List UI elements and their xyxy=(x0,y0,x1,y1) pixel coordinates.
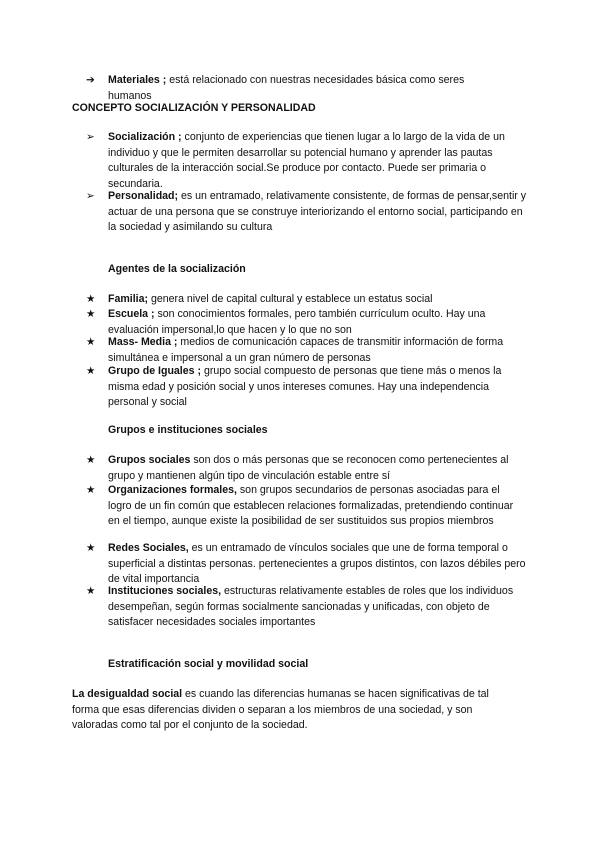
star-bullet-icon: ★ xyxy=(86,454,96,466)
list-item-text xyxy=(108,541,538,588)
list-item-text xyxy=(108,364,526,411)
list-item-mass-media xyxy=(86,335,536,366)
star-bullet-icon: ★ xyxy=(86,585,96,597)
inequality-paragraph xyxy=(72,687,518,734)
definition: son grupos secundarios de personas asociadas para el logro de un fin común que establecen relaciones formalizadas, pretendiendo continuar en el tiempo, aunque existe la posibilidad de ser sustituidos sus propios miembros xyxy=(108,484,514,527)
term: Familia; xyxy=(108,293,149,305)
list-item-text xyxy=(108,335,536,366)
agents-title: Agentes de la socialización xyxy=(108,263,246,275)
section-title: CONCEPTO SOCIALIZACIÓN Y PERSONALIDAD xyxy=(72,102,316,114)
definition: está relacionado con nuestras necesidades básica como seres humanos xyxy=(108,74,465,102)
term: Redes Sociales, xyxy=(108,542,189,554)
term: Mass- Media ; xyxy=(108,336,178,348)
term: Personalidad; xyxy=(108,190,179,202)
list-item-personalidad xyxy=(86,189,528,236)
list-item-text xyxy=(108,584,522,631)
star-bullet-icon: ★ xyxy=(86,293,96,305)
list-item-text xyxy=(108,130,538,192)
definition: estructuras relativamente estables de roles que los individuos desempeñan, según formas socialmente sancionadas y unificadas, con objeto de satisfacer necesidades sociales importantes xyxy=(108,585,514,628)
star-bullet-icon: ★ xyxy=(86,308,96,320)
list-item-text xyxy=(108,483,526,530)
list-item-escuela xyxy=(86,307,522,338)
term: Grupos sociales xyxy=(108,454,191,466)
term: Escuela ; xyxy=(108,308,155,320)
star-bullet-icon: ★ xyxy=(86,336,96,348)
triangle-bullet-icon: ➢ xyxy=(86,131,95,143)
list-item-redes-sociales xyxy=(86,541,538,588)
list-item-familia xyxy=(86,292,526,308)
definition: conjunto de experiencias que tienen lugar a lo largo de la vida de un individuo y que le permiten desarrollar su potencial humano y aprender las pautas culturales de la interacción social.Se produce por contacto. Puede ser primaria o secundaria. xyxy=(108,131,505,190)
definition: son conocimientos formales, pero también currículum oculto. Hay una evaluación impersonal,lo que hacen y lo que no son xyxy=(108,308,486,336)
definition: medios de comunicación capaces de transmitir información de forma simultánea e impersonal a un gran número de personas xyxy=(108,336,504,364)
definition: genera nivel de capital cultural y establece un estatus social xyxy=(148,293,433,305)
definition: es cuando las diferencias humanas se hacen significativas de tal forma que esas diferencias dividen o separan a los miembros de una sociedad, y son valoradas como tal por el conjunto de la sociedad. xyxy=(72,688,489,731)
definition: es un entramado, relativamente consistente, de formas de pensar,sentir y actuar de una persona que se construye interiorizando el entorno social, participando en la sociedad y asimilando su cultura xyxy=(108,190,527,233)
term: Instituciones sociales, xyxy=(108,585,222,597)
term: Organizaciones formales, xyxy=(108,484,237,496)
list-item-grupo-iguales xyxy=(86,364,526,411)
definition: grupo social compuesto de personas que tiene más o menos la misma edad y posición social y unos intereses comunes. Hay una independencia personal y social xyxy=(108,365,502,408)
stratification-title: Estratificación social y movilidad social xyxy=(108,658,309,670)
list-item-organizaciones xyxy=(86,483,526,530)
groups-title: Grupos e instituciones sociales xyxy=(108,424,268,436)
definition: son dos o más personas que se reconocen como pertenecientes al grupo y mantienen algún tipo de vinculación estable entre sí xyxy=(108,454,509,482)
list-item-text xyxy=(108,292,526,308)
list-item-socializacion xyxy=(86,130,538,192)
list-item-text xyxy=(108,73,506,104)
list-item-text xyxy=(108,453,526,484)
term: Materiales ; xyxy=(108,74,167,86)
list-item-instituciones xyxy=(86,584,522,631)
triangle-bullet-icon: ➢ xyxy=(86,190,95,202)
list-item-grupos-sociales xyxy=(86,453,526,484)
list-item-materiales xyxy=(86,73,506,104)
star-bullet-icon: ★ xyxy=(86,365,96,377)
term: Grupo de Iguales ; xyxy=(108,365,202,377)
list-item-text xyxy=(108,189,528,236)
star-bullet-icon: ★ xyxy=(86,542,96,554)
definition: es un entramado de vínculos sociales que une de forma temporal o superficial a distintas personas. pertenecientes a grupos distintos, con lazos débiles pero de vital importancia xyxy=(108,542,526,585)
arrow-bullet-icon: ➔ xyxy=(86,74,95,86)
term: La desigualdad social xyxy=(72,688,183,700)
list-item-text xyxy=(108,307,522,338)
star-bullet-icon: ★ xyxy=(86,484,96,496)
term: Socialización ; xyxy=(108,131,182,143)
